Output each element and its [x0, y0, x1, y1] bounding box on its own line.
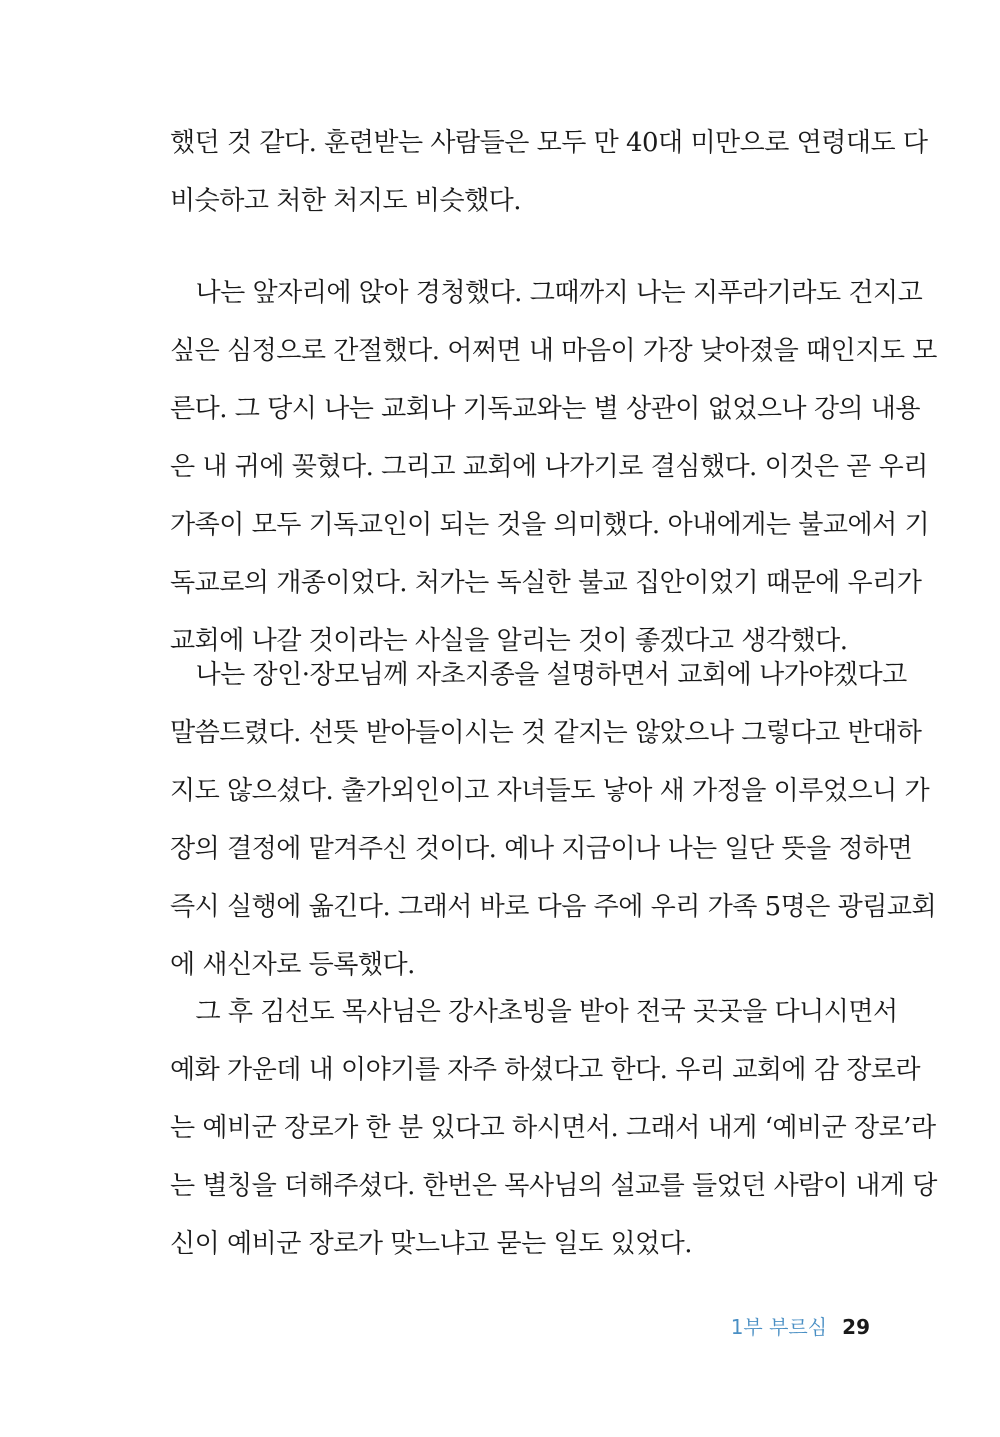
- page-number: 29: [842, 1315, 870, 1339]
- text-line: 에 새신자로 등록했다.: [170, 950, 415, 980]
- page-footer: [731, 1312, 870, 1342]
- text-line: 가족이 모두 기독교인이 되는 것을 의미했다. 아내에게는 불교에서 기: [170, 510, 930, 540]
- text-line: 그 후 김선도 목사님은 강사초빙을 받아 전국 곳곳을 다니시면서: [170, 997, 898, 1027]
- paragraph-1: [170, 114, 928, 230]
- text-line: 비슷하고 처한 처지도 비슷했다.: [170, 186, 522, 216]
- text-line: 장의 결정에 맡겨주신 것이다. 예나 지금이나 나는 일단 뜻을 정하면: [170, 834, 913, 864]
- text-line: 나는 장인·장모님께 자초지종을 설명하면서 교회에 나가야겠다고: [170, 660, 907, 690]
- text-line: 는 예비군 장로가 한 분 있다고 하시면서. 그래서 내게 ‘예비군 장로’라: [170, 1113, 936, 1143]
- text-line: 는 별칭을 더해주셨다. 한번은 목사님의 설교를 들었던 사람이 내게 당: [170, 1171, 937, 1201]
- text-line: 즉시 실행에 옮긴다. 그래서 바로 다음 주에 우리 가족 5명은 광림교회: [170, 892, 937, 922]
- text-line: 나는 앞자리에 앉아 경청했다. 그때까지 나는 지푸라기라도 건지고: [170, 278, 923, 308]
- text-line: 독교로의 개종이었다. 처가는 독실한 불교 집안이었기 때문에 우리가: [170, 568, 922, 598]
- text-line: 지도 않으셨다. 출가외인이고 자녀들도 낳아 새 가정을 이루었으니 가: [170, 776, 930, 806]
- text-line: 교회에 나갈 것이라는 사실을 알리는 것이 좋겠다고 생각했다.: [170, 626, 848, 656]
- paragraph-3: [170, 646, 937, 994]
- text-line: 싶은 심정으로 간절했다. 어쩌면 내 마음이 가장 낮아졌을 때인지도 모: [170, 336, 937, 366]
- text-line: 신이 예비군 장로가 맞느냐고 묻는 일도 있었다.: [170, 1229, 693, 1259]
- text-line: 른다. 그 당시 나는 교회나 기독교와는 별 상관이 없었으나 강의 내용: [170, 394, 921, 424]
- paragraph-4: [170, 983, 937, 1273]
- section-title: 1부 부르심: [730, 1315, 828, 1339]
- text-line: 은 내 귀에 꽂혔다. 그리고 교회에 나가기로 결심했다. 이것은 곧 우리: [170, 452, 928, 482]
- text-line: 했던 것 같다. 훈련받는 사람들은 모두 만 40대 미만으로 연령대도 다: [170, 128, 928, 158]
- text-line: 예화 가운데 내 이야기를 자주 하셨다고 한다. 우리 교회에 감 장로라: [170, 1055, 921, 1085]
- text-line: 말씀드렸다. 선뜻 받아들이시는 것 같지는 않았으나 그렇다고 반대하: [170, 718, 922, 748]
- paragraph-2: [170, 264, 937, 670]
